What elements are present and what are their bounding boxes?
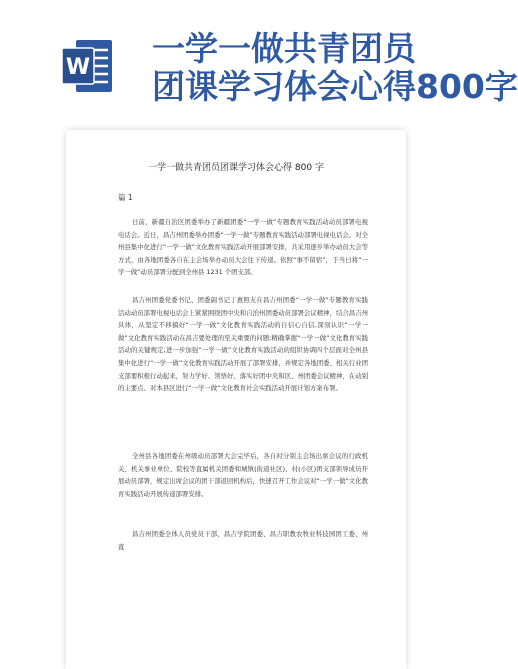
paragraph-1: 日前，新疆自治区团委举办了新疆团委“一学一做”专题教育实践活动动员部署电视电话会。近日，昌吉州团委举办团委“一学一做”专题教育实践活动部署电视电话会。对全州县集中化进行“一学一做”文化教育实践活动开展部署安排，共采用逐步举办动员大会等方式，由各地团委各自在主会场举办动员大会往下传递。依照“事不留宿”，于当日将“一学一做”动员部署分配到全州县 1231 个团支部。 [118,218,368,277]
banner [0,0,518,130]
paragraph-2: 昌吉州团委党委书记、团委副书记丁惠照友在昌吉州团委“一学一做”专题教育实践活动动员部署电视电话会上紧紧围绕团中央和自治州团委动员部署会议精神，结合昌吉州具体，从坚定不移搞好“一学一做”文化教育实践活动的自信心自信,深刻认识“一学一做”文化教育实践活动在昌吉要处理的至关重要的问题;精确掌握“一学一做”文化教育实践活动的关键规定;进一步加强“一学一做”文化教育实践活动的组织协调四个层面对全州县集中化进行“一学一做”文化教育实践活动开展了部署安排，并规定各地团委、相关行业团支部要积极行动起来，努力学好、领悟好、落实好团中央和区、州团委会议精神，在动别的主要点、对本县区进行“一学一做”文化教育社会实践活动开展计划方案布署。 [118,296,368,393]
word-document-icon [62,36,114,96]
paragraph-3: 全州县各地团委在州级动员部署大会完毕后，各自时分别主会场出席会议的行政机关、机关事业单位、院校等直属机关团委和城镇(街道社区)、村(小区)团支部领导成员开展动员部署，规定出席会议的团干部返回机构后，快速召开工作会议对“一学一做”文化教育实践活动开展传递部署安排。 [118,452,368,498]
section-label: 篇 1 [118,193,133,202]
document-title: 一学一做共青团员团课学习体会心得 800 字 [148,163,324,173]
document-page [66,130,406,669]
paragraph-4: 昌吉州团委全体人员党员干部、昌吉学院团委、昌吉职教农牧业科技园团工委、州直 [118,530,368,551]
banner-title [152,29,518,106]
word-icon-letter: W [65,55,91,80]
banner-title-line1: 一学一做共青团员 [152,29,416,68]
banner-title-line2: 团课学习体会心得800字 [152,67,518,106]
